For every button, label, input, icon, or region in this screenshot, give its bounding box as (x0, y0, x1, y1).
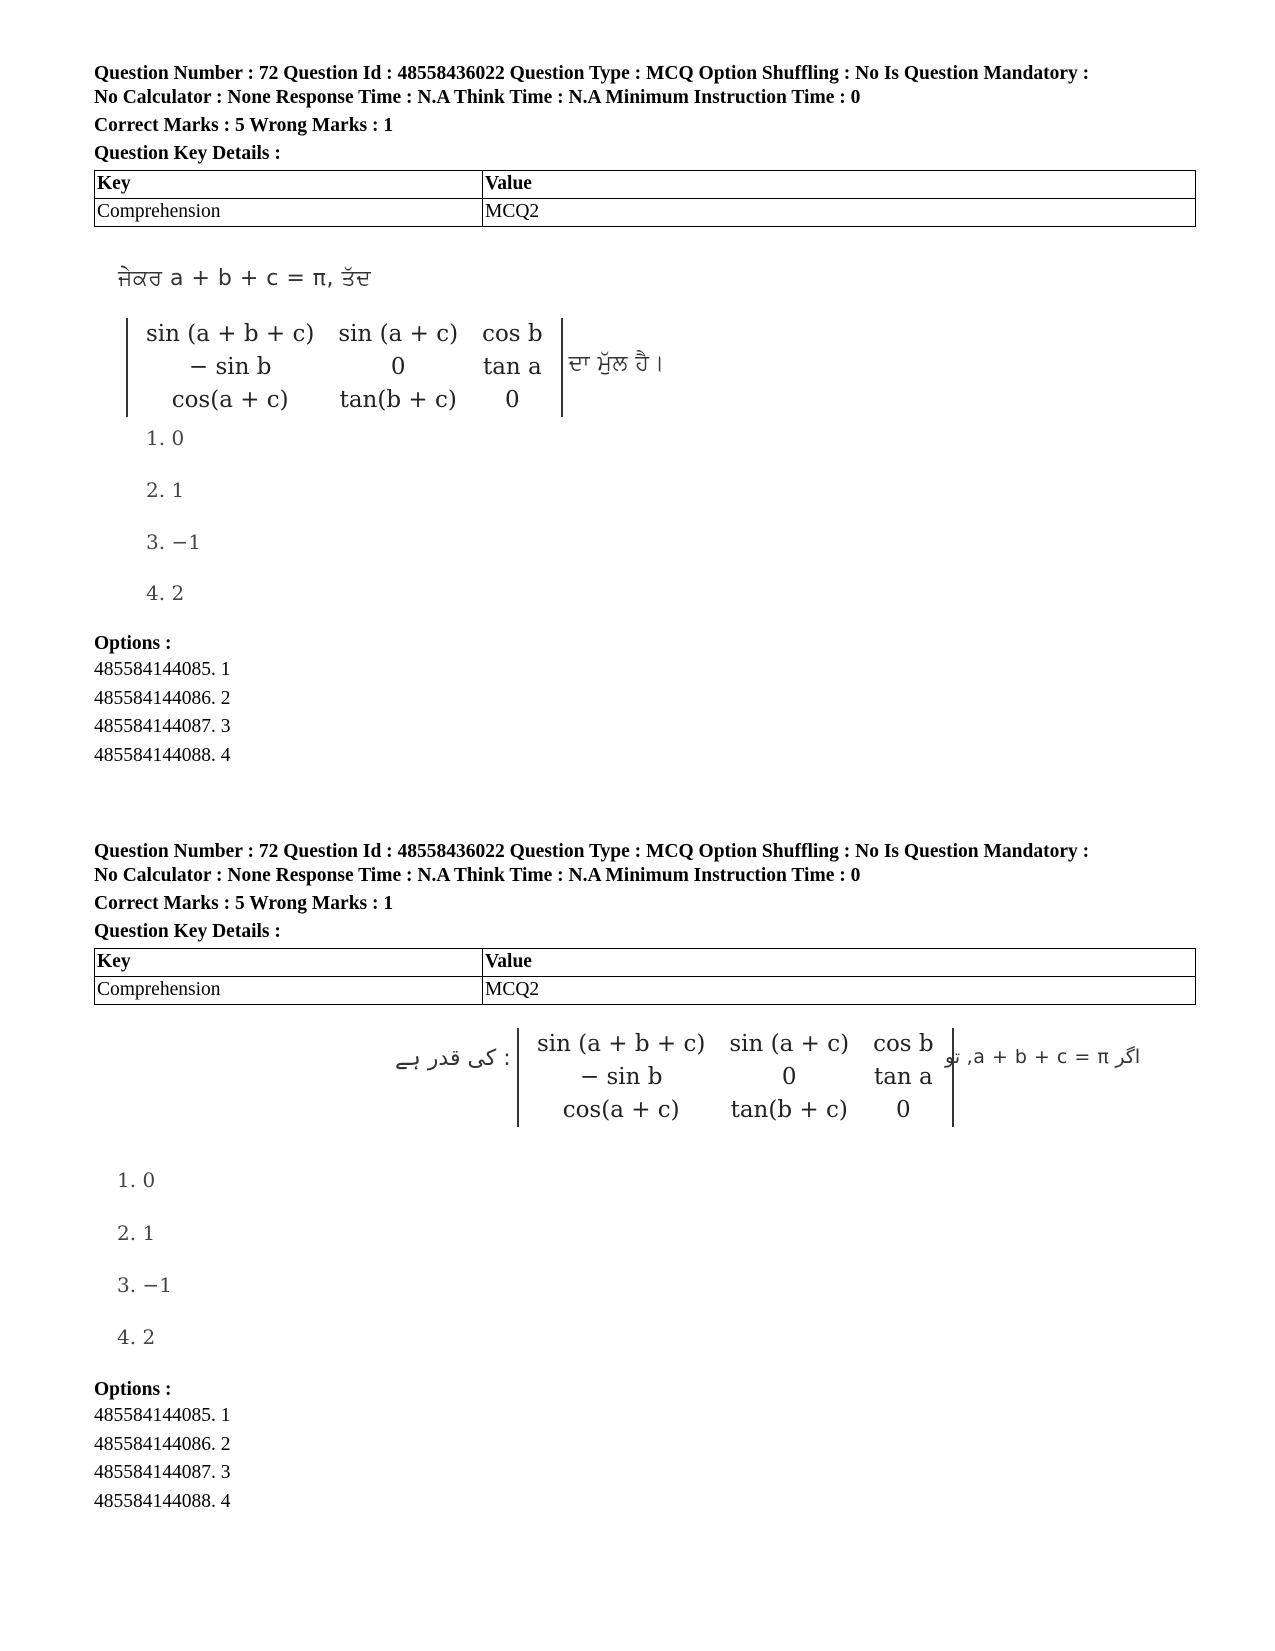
option-item: 485584144086. 2 (94, 1433, 231, 1455)
question-suffix: : کی قدر ہے (395, 1046, 511, 1071)
table-header-row (95, 949, 1196, 977)
matrix-cell: sin (a + b + c) (537, 1031, 706, 1057)
question-prompt-urdu (945, 1046, 1140, 1068)
table-header-row (95, 171, 1196, 199)
matrix-cell: cos(a + c) (171, 387, 289, 413)
question-suffix: ਦਾ ਮੁੱਲ ਹੈ। (568, 351, 665, 376)
choice-item: 1. 0 (146, 426, 185, 450)
determinant-1 (126, 318, 665, 421)
options-title: Options : (94, 633, 172, 654)
table-cell-value: MCQ2 (483, 199, 1196, 227)
options-block-2 (94, 1378, 1194, 1516)
matrix-cell: − sin b (579, 1064, 663, 1090)
question-meta-line1: Question Number : 72 Question Id : 48558436022 Question Type : MCQ Option Shuffling : No Is Question Mandatory : (94, 63, 1090, 84)
option-item: 485584144087. 3 (94, 1462, 231, 1483)
question-block-1 (94, 62, 1194, 227)
choice-item: 1. 0 (117, 1168, 156, 1192)
option-item: 485584144088. 4 (94, 744, 231, 766)
matrix-cell: sin (a + c) (729, 1031, 850, 1057)
choice-item: 4. 2 (117, 1325, 156, 1349)
marks-line: Correct Marks : 5 Wrong Marks : 1 (94, 893, 394, 914)
question-meta-line1: Question Number : 72 Question Id : 48558436022 Question Type : MCQ Option Shuffling : No Is Question Mandatory : (94, 841, 1090, 862)
matrix-cell: tan(b + c) (339, 387, 457, 413)
marks-line: Correct Marks : 5 Wrong Marks : 1 (94, 115, 394, 136)
matrix-cell: tan a (482, 354, 542, 380)
key-details-title: Question Key Details : (94, 143, 281, 164)
key-details-table (94, 948, 1196, 1005)
matrix-cell: sin (a + b + c) (146, 321, 315, 347)
matrix-cell: 0 (390, 354, 406, 380)
choice-item: 3. −1 (146, 530, 201, 554)
key-details-table (94, 170, 1196, 227)
question-meta-line2: No Calculator : None Response Time : N.A Think Time : N.A Minimum Instruction Time : 0 (94, 865, 861, 886)
matrix-cell: 0 (505, 387, 520, 413)
determinant-2 (517, 1028, 954, 1131)
option-item: 485584144085. 1 (94, 659, 231, 680)
question-prompt: اگر a + b + c = π, تو (945, 1046, 1141, 1068)
option-item: 485584144087. 3 (94, 716, 231, 737)
choice-item: 4. 2 (146, 581, 185, 605)
matrix-cell: sin (a + c) (338, 321, 459, 347)
question-meta-line2: No Calculator : None Response Time : N.A Think Time : N.A Minimum Instruction Time : 0 (94, 87, 861, 108)
option-item: 485584144088. 4 (94, 1490, 231, 1512)
options-title: Options : (94, 1379, 172, 1400)
matrix-cell: − sin b (188, 354, 272, 380)
key-details-title: Question Key Details : (94, 921, 281, 942)
matrix-cell: tan a (873, 1064, 933, 1090)
option-item: 485584144086. 2 (94, 687, 231, 709)
question-prompt: ਜੇਕਰ a + b + c = π, ਤੱਦ (118, 266, 372, 291)
table-cell-value: MCQ2 (483, 977, 1196, 1005)
question-block-2 (94, 840, 1194, 1005)
determinant-matrix (126, 318, 563, 417)
choice-item: 2. 1 (117, 1221, 156, 1245)
option-item: 485584144085. 1 (94, 1405, 231, 1426)
table-header-key: Key (95, 171, 483, 199)
table-cell-key: Comprehension (95, 199, 483, 227)
choice-item: 3. −1 (117, 1273, 172, 1297)
matrix-cell: cos(a + c) (562, 1097, 680, 1123)
question-image-1 (118, 266, 371, 291)
table-header-value: Value (483, 171, 1196, 199)
table-row (95, 977, 1196, 1005)
table-row (95, 199, 1196, 227)
matrix-cell: cos b (873, 1031, 934, 1057)
matrix-cell: 0 (781, 1064, 797, 1090)
determinant-matrix (517, 1028, 954, 1127)
matrix-cell: tan(b + c) (730, 1097, 848, 1123)
table-header-value: Value (483, 949, 1196, 977)
matrix-cell: 0 (896, 1097, 911, 1123)
table-header-key: Key (95, 949, 483, 977)
choice-item: 2. 1 (146, 478, 185, 502)
question-suffix-urdu (395, 1046, 511, 1071)
matrix-cell: cos b (482, 321, 543, 347)
options-block-1 (94, 632, 1194, 770)
table-cell-key: Comprehension (95, 977, 483, 1005)
